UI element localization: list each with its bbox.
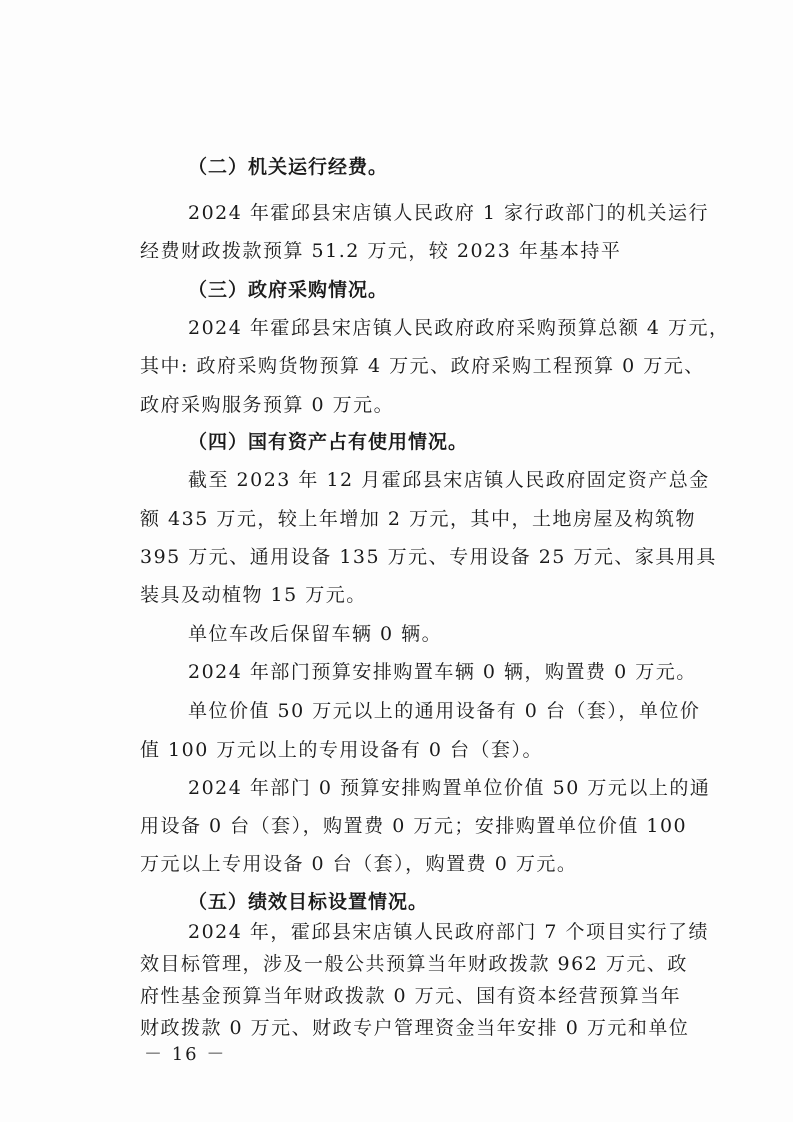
paragraph-line: 效目标管理，涉及一般公共预算当年财政拨款 962 万元、政 bbox=[140, 953, 688, 975]
paragraph-line: 2024 年霍邱县宋店镇人民政府 1 家行政部门的机关运行 bbox=[188, 202, 710, 224]
page-number: － 16 － bbox=[144, 1044, 227, 1065]
paragraph-line: 395 万元、通用设备 135 万元、专用设备 25 万元、家具用具 bbox=[140, 546, 717, 568]
paragraph-line: 2024 年霍邱县宋店镇人民政府政府采购预算总额 4 万元， bbox=[188, 317, 730, 339]
paragraph-line: 单位车改后保留车辆 0 辆。 bbox=[188, 623, 443, 645]
paragraph-line: 截至 2023 年 12 月霍邱县宋店镇人民政府固定资产总金 bbox=[188, 469, 710, 491]
paragraph-line: 2024 年部门 0 预算安排购置单位价值 50 万元以上的通 bbox=[188, 777, 711, 799]
section-heading: （三）政府采购情况。 bbox=[188, 279, 389, 301]
paragraph-line: 府性基金预算当年财政拨款 0 万元、国有资本经营预算当年 bbox=[140, 985, 682, 1007]
paragraph-line: 财政拨款 0 万元、财政专户管理资金当年安排 0 万元和单位 bbox=[140, 1017, 690, 1039]
section-heading: （二）机关运行经费。 bbox=[188, 156, 389, 178]
paragraph-line: 2024 年部门预算安排购置车辆 0 辆，购置费 0 万元。 bbox=[188, 661, 697, 683]
paragraph-line: 值 100 万元以上的专用设备有 0 台（套）。 bbox=[140, 739, 544, 761]
paragraph-line: 2024 年，霍邱县宋店镇人民政府部门 7 个项目实行了绩 bbox=[188, 921, 710, 943]
paragraph-line: 用设备 0 台（套），购置费 0 万元；安排购置单位价值 100 bbox=[140, 815, 688, 837]
section-heading: （四）国有资产占有使用情况。 bbox=[188, 431, 469, 453]
paragraph-line: 经费财政拨款预算 51.2 万元，较 2023 年基本持平 bbox=[140, 240, 622, 262]
paragraph-line: 额 435 万元，较上年增加 2 万元，其中，土地房屋及构筑物 bbox=[140, 508, 697, 530]
paragraph-line: 装具及动植物 15 万元。 bbox=[140, 584, 367, 606]
paragraph-line: 政府采购服务预算 0 万元。 bbox=[140, 394, 395, 416]
section-heading: （五）绩效目标设置情况。 bbox=[188, 891, 429, 913]
paragraph-line: 其中: 政府采购货物预算 4 万元、政府采购工程预算 0 万元、 bbox=[140, 355, 705, 377]
paragraph-line: 万元以上专用设备 0 台（套），购置费 0 万元。 bbox=[140, 853, 578, 875]
paragraph-line: 单位价值 50 万元以上的通用设备有 0 台（套），单位价 bbox=[188, 700, 701, 722]
